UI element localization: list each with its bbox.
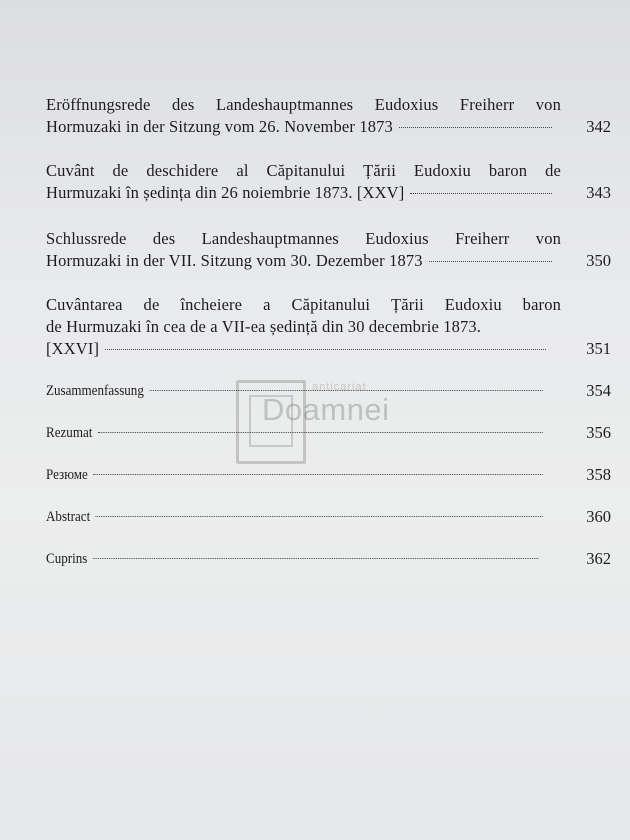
toc-page-number: 354 [586, 381, 611, 400]
toc-entry [46, 464, 611, 486]
toc-entry [46, 94, 611, 138]
toc-entry-title-line: Cuvântarea de încheiere a Căpitanului Țării Eudoxiu baron [46, 295, 561, 314]
toc-entry-title-line: Schlussrede des Landeshauptmannes Eudoxius Freiherr von [46, 229, 561, 248]
dot-leader [429, 261, 552, 262]
dot-leader [410, 193, 552, 194]
toc-entry-title-line: Rezumat [46, 425, 93, 441]
toc-entry [46, 380, 611, 402]
toc-entry-title-line: Cuvânt de deschidere al Căpitanului Țării Eudoxiu baron de [46, 161, 561, 180]
toc-entry-title-line: Abstract [46, 509, 91, 525]
toc-page-number: 350 [586, 251, 611, 270]
toc-page-number: 342 [586, 117, 611, 136]
toc-page-number: 358 [586, 465, 611, 484]
toc-entry-title-line: Резюме [46, 467, 88, 483]
dot-leader [399, 127, 552, 128]
toc-entry [46, 160, 611, 204]
toc-entry-title-line: [XXVI] [46, 339, 100, 358]
toc-page-number: 360 [586, 507, 611, 526]
dot-leader [105, 349, 546, 350]
watermark-small-text: anticariat [312, 381, 367, 393]
toc-entry-title-line: Hormuzaki in der Sitzung vom 26. November 1873 [46, 117, 393, 136]
toc-entry [46, 506, 611, 528]
toc-entry-title-line: Hormuzaki in der VII. Sitzung vom 30. Dezember 1873 [46, 251, 423, 270]
dot-leader [149, 390, 543, 391]
toc-page-number: 356 [586, 423, 611, 442]
dot-leader [93, 474, 543, 475]
toc-page-number: 351 [586, 339, 611, 358]
toc-page-number: 343 [586, 183, 611, 202]
toc-entry [46, 228, 611, 272]
toc-entry [46, 294, 611, 360]
toc-entry-title-line: Cuprins [46, 551, 88, 567]
toc-entry [46, 422, 611, 444]
dot-leader [93, 558, 539, 559]
toc-entry-title-line: Hurmuzaki în ședința din 26 noiembrie 1873. [XXV] [46, 183, 405, 202]
dot-leader [96, 516, 543, 517]
toc-page-number: 362 [586, 549, 611, 568]
toc-entry [46, 548, 611, 570]
toc-entry-title-line: Eröffnungsrede des Landeshauptmannes Eudoxius Freiherr von [46, 95, 561, 114]
toc-entry-title-line: de Hurmuzaki în cea de a VII-ea ședință din 30 decembrie 1873. [46, 317, 482, 336]
watermark-text: Doamnei [262, 392, 390, 427]
dot-leader [98, 432, 543, 433]
toc-entry-title-line: Zusammenfassung [46, 383, 144, 399]
